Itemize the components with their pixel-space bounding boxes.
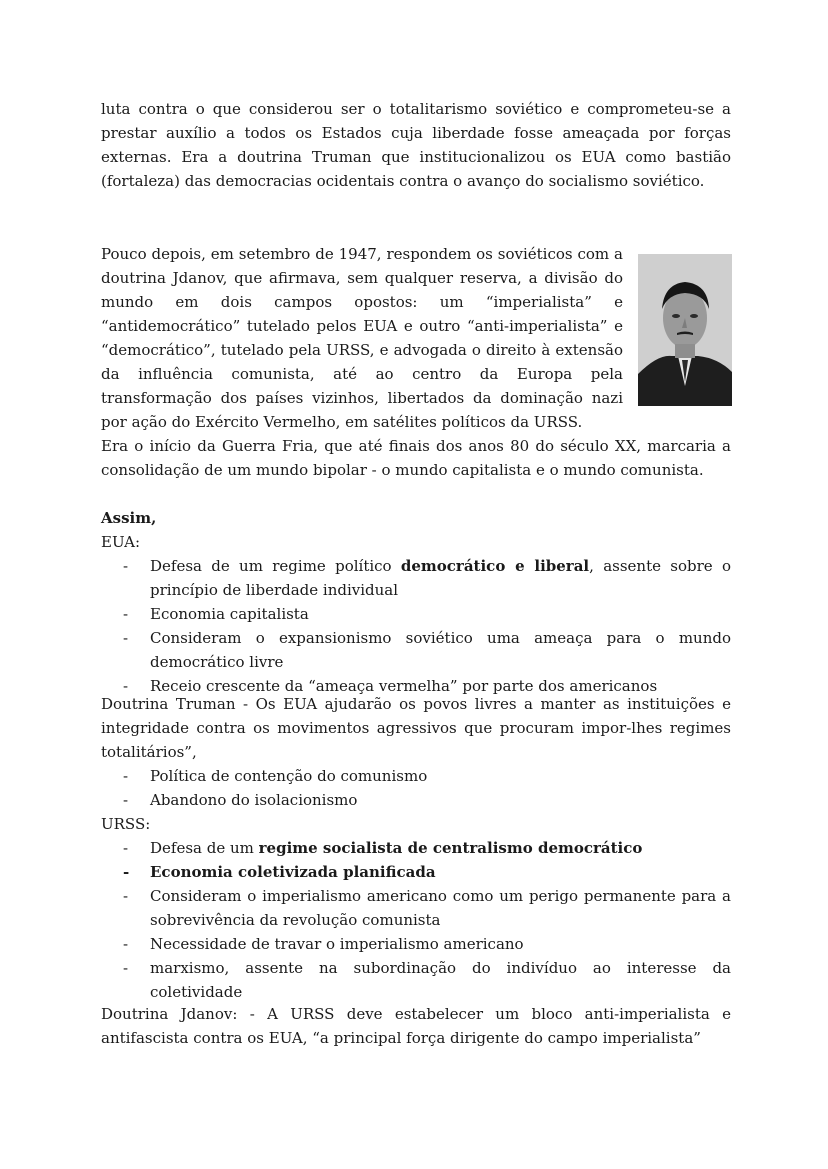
list-item-text: Abandono do isolacionismo	[150, 791, 358, 809]
list-item	[101, 836, 731, 860]
eua-heading: EUA:	[101, 533, 141, 551]
paragraph-jdanov-intro: Pouco depois, em setembro de 1947, respondem os soviéticos com a doutrina Jdanov, que afirmava, sem qualquer reserva, a divisão do mundo em dois campos opostos: um “imperialista” e “antidemocrático” tutelado pelos EUA e outro “anti-imperialista” e “democrático”, tutelado pela URSS, e advogada o direito à extensão da influência comunista, até ao centro da Europa pela transformação dos países vizinhos, libertados da dominação nazi por ação do Exército Vermelho, em satélites políticos da URSS.	[101, 245, 623, 431]
dash-bullet: -	[123, 605, 129, 623]
dash-bullet: -	[123, 959, 129, 977]
dash-bullet: -	[123, 887, 129, 905]
summary-section	[101, 506, 731, 698]
list-item	[101, 602, 731, 626]
dash-bullet: -	[123, 677, 129, 695]
list-item-text: Defesa de um regime político	[150, 557, 401, 575]
dash-bullet: -	[123, 791, 129, 809]
urss-heading: URSS:	[101, 815, 151, 833]
paragraph-cold-war-start: Era o início da Guerra Fria, que até finais dos anos 80 do século XX, marcaria a consolidação de um mundo bipolar - o mundo capitalista e o mundo comunista.	[101, 437, 731, 479]
list-item	[101, 956, 731, 1004]
list-item	[101, 764, 731, 788]
paragraph-truman-intro: luta contra o que considerou ser o totalitarismo soviético e comprometeu-se a prestar auxílio a todos os Estados cuja liberdade fosse ameaçada por forças externas. Era a doutrina Truman que institucionalizou os EUA como bastião (fortaleza) das democracias ocidentais contra o avanço do socialismo soviético.	[101, 100, 731, 190]
list-item-text: Consideram o imperialismo americano como um perigo permanente para a sobrevivência da revolução comunista	[150, 887, 731, 929]
dash-bullet: -	[123, 629, 129, 647]
paragraph-jdanov-doctrine: Doutrina Jdanov: - A URSS deve estabelecer um bloco anti-imperialista e antifascista contra os EUA, “a principal força dirigente do campo imperialista”	[101, 1005, 731, 1047]
list-item-text: , assente sobre o princípio de liberdade individual	[150, 557, 731, 599]
list-item	[101, 626, 731, 674]
list-item	[101, 554, 731, 602]
list-item	[101, 884, 731, 932]
list-item-text: Necessidade de travar o imperialismo americano	[150, 935, 524, 953]
dash-bullet: -	[123, 935, 129, 953]
dash-bullet: -	[123, 863, 130, 881]
eua-list	[101, 554, 731, 698]
truman-paragraph: Doutrina Truman - Os EUA ajudarão os povos livres a manter as instituições e integridade contra os movimentos agressivos que procuram impor-lhes regimes totalitários”,	[101, 695, 731, 761]
urss-list	[101, 836, 731, 1004]
list-item	[101, 788, 731, 812]
list-item	[101, 860, 731, 884]
list-item-text: Política de contenção do comunismo	[150, 767, 428, 785]
list-item-bold-text: Economia coletivizada planificada	[150, 863, 436, 881]
list-item-bold-text: regime socialista de centralismo democrático	[258, 839, 643, 857]
list-item-bold-text: democrático e liberal	[400, 557, 590, 575]
urss-section	[101, 812, 731, 1004]
list-item	[101, 932, 731, 956]
list-item-text: marxismo, assente na subordinação do indivíduo ao interesse da coletividade	[150, 959, 731, 1001]
dash-bullet: -	[123, 767, 129, 785]
portrait-photo	[638, 254, 732, 406]
list-item-text: Economia capitalista	[150, 605, 309, 623]
truman-section	[101, 692, 731, 812]
summary-heading: Assim,	[101, 509, 157, 527]
list-item-text: Consideram o expansionismo soviético uma ameaça para o mundo democrático livre	[150, 629, 731, 671]
list-item-text: Receio crescente da “ameaça vermelha” por parte dos americanos	[150, 677, 658, 695]
dash-bullet: -	[123, 557, 129, 575]
list-item-text: Defesa de um	[150, 839, 259, 857]
dash-bullet: -	[123, 839, 129, 857]
truman-list	[101, 764, 731, 812]
portrait-image	[638, 254, 732, 406]
